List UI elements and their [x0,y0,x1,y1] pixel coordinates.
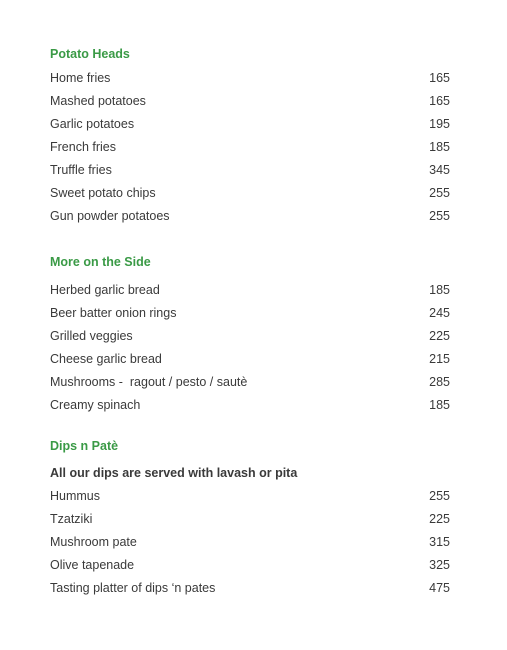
item-name: Tzatziki [50,512,93,526]
item-price: 185 [429,398,450,412]
menu-item [50,207,450,225]
item-price: 345 [429,163,450,177]
item-price: 285 [429,375,450,389]
item-price: 165 [429,71,450,85]
item-name: Herbed garlic bread [50,283,160,297]
menu-item [50,533,450,551]
section-title-potato-heads: Potato Heads [50,47,130,61]
menu-item [50,556,450,574]
menu-item [50,373,450,391]
menu-item [50,281,450,299]
item-name: Sweet potato chips [50,186,156,200]
item-name: Grilled veggies [50,329,133,343]
menu-item [50,487,450,505]
item-name: Mashed potatoes [50,94,146,108]
item-price: 315 [429,535,450,549]
menu-item [50,69,450,87]
item-price: 255 [429,186,450,200]
section-title-more-on-the-side: More on the Side [50,255,151,269]
item-price: 185 [429,283,450,297]
menu-item [50,161,450,179]
menu-item [50,92,450,110]
item-name: Mushrooms - ragout / pesto / sautè [50,375,248,389]
item-name: Hummus [50,489,101,503]
item-price: 225 [429,512,450,526]
menu-item [50,304,450,322]
section-title-dips-n-pate: Dips n Patè [50,439,119,453]
menu-item [50,138,450,156]
item-name: Beer batter onion rings [50,306,177,320]
item-price: 255 [429,209,450,223]
item-name: Cheese garlic bread [50,352,162,366]
menu-item [50,579,450,597]
item-name: Truffle fries [50,163,112,177]
menu-item [50,327,450,345]
item-price: 215 [429,352,450,366]
menu-item [50,396,450,414]
item-price: 195 [429,117,450,131]
item-price: 475 [429,581,450,595]
menu-item [50,350,450,368]
item-price: 245 [429,306,450,320]
item-name: Home fries [50,71,111,85]
item-name: Garlic potatoes [50,117,135,131]
item-price: 165 [429,94,450,108]
item-name: Mushroom pate [50,535,137,549]
item-price: 185 [429,140,450,154]
item-name: Olive tapenade [50,558,135,572]
item-price: 325 [429,558,450,572]
menu-item [50,184,450,202]
item-name: Tasting platter of dips ‘n pates [50,581,216,595]
item-price: 225 [429,329,450,343]
item-name: Creamy spinach [50,398,141,412]
item-name: Gun powder potatoes [50,209,170,223]
item-name: French fries [50,140,116,154]
menu-item [50,115,450,133]
menu-item [50,510,450,528]
item-price: 255 [429,489,450,503]
section-note: All our dips are served with lavash or pita [50,466,298,480]
